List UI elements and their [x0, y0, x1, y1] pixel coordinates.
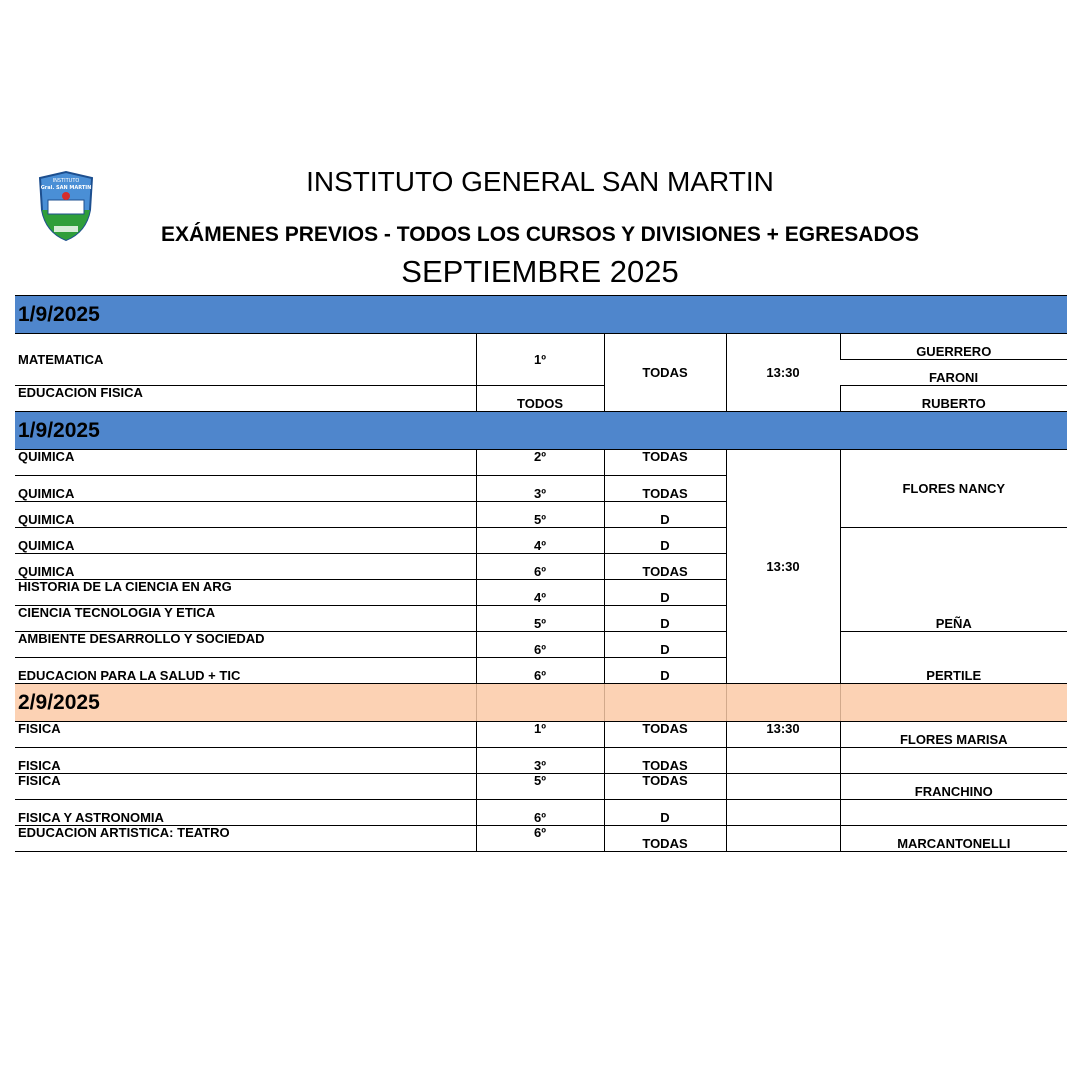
empty-cell	[840, 748, 1067, 774]
course-cell: 6º	[476, 826, 604, 852]
empty-cell	[840, 800, 1067, 826]
table-row	[15, 748, 1067, 774]
course-cell: 1º	[476, 334, 604, 386]
time-cell: 13:30	[726, 722, 840, 748]
course-cell: 6º	[476, 800, 604, 826]
empty-cell	[726, 748, 840, 774]
course-cell: 5º	[476, 606, 604, 632]
division-cell: TODAS	[604, 334, 726, 412]
subject-cell: EDUCACION PARA LA SALUD + TIC	[15, 658, 476, 684]
teacher-cell: FLORES MARISA	[840, 722, 1067, 748]
course-cell: 5º	[476, 502, 604, 528]
division-cell: TODAS	[604, 722, 726, 748]
month-title: SEPTIEMBRE 2025	[401, 254, 679, 289]
table-row	[15, 632, 1067, 658]
course-cell: 1º	[476, 722, 604, 748]
division-cell: TODAS	[604, 476, 726, 502]
teacher-cell: PEÑA	[840, 528, 1067, 632]
teacher-cell: MARCANTONELLI	[840, 826, 1067, 852]
course-cell: 3º	[476, 748, 604, 774]
empty-cell	[840, 684, 1067, 722]
division-cell: D	[604, 528, 726, 554]
teacher-cell: FARONI	[840, 360, 1067, 386]
day-header-date: 1/9/2025	[15, 296, 1067, 334]
time-cell: 13:30	[726, 450, 840, 684]
day-header-date: 2/9/2025	[15, 684, 476, 722]
course-cell: 4º	[476, 580, 604, 606]
subject-cell: QUIMICA	[15, 528, 476, 554]
subject-cell: EDUCACION ARTISTICA: TEATRO	[15, 826, 476, 852]
logo-text-line1: INSTITUTO	[52, 178, 80, 184]
table-row	[15, 800, 1067, 826]
institution-title: INSTITUTO GENERAL SAN MARTIN	[306, 166, 774, 197]
division-cell: TODAS	[604, 748, 726, 774]
table-row	[15, 774, 1067, 800]
division-cell: D	[604, 632, 726, 658]
day-header	[15, 684, 1067, 722]
subject-cell: EDUCACION FISICA	[15, 386, 476, 412]
course-cell: 3º	[476, 476, 604, 502]
subject-cell: FISICA	[15, 774, 476, 800]
empty-cell	[726, 684, 840, 722]
course-cell: 6º	[476, 632, 604, 658]
course-cell: 5º	[476, 774, 604, 800]
day-header-date: 1/9/2025	[15, 412, 1067, 450]
empty-cell	[476, 684, 604, 722]
exam-schedule-table	[15, 295, 1067, 852]
division-cell: D	[604, 606, 726, 632]
teacher-cell: GUERRERO	[840, 334, 1067, 360]
division-cell: TODAS	[604, 826, 726, 852]
subject-cell: QUIMICA	[15, 450, 476, 476]
subject-cell: FISICA	[15, 722, 476, 748]
course-cell: TODOS	[476, 386, 604, 412]
course-cell: 6º	[476, 658, 604, 684]
subject-cell: CIENCIA TECNOLOGIA Y ETICA	[15, 606, 476, 632]
day-header	[15, 412, 1067, 450]
subject-cell: AMBIENTE DESARROLLO Y SOCIEDAD	[15, 632, 476, 658]
exam-subtitle: EXÁMENES PREVIOS - TODOS LOS CURSOS Y DIVISIONES + EGRESADOS	[161, 223, 919, 246]
subject-cell: FISICA Y ASTRONOMIA	[15, 800, 476, 826]
course-cell: 2º	[476, 450, 604, 476]
logo-text-line2: Gral. SAN MARTIN	[40, 185, 92, 191]
table-row	[15, 450, 1067, 476]
teacher-cell: FLORES NANCY	[840, 450, 1067, 528]
table-row	[15, 722, 1067, 748]
division-cell: D	[604, 658, 726, 684]
division-cell: TODAS	[604, 554, 726, 580]
empty-cell	[726, 800, 840, 826]
division-cell: D	[604, 800, 726, 826]
teacher-cell: FRANCHINO	[840, 774, 1067, 800]
table-row	[15, 334, 1067, 360]
empty-cell	[726, 774, 840, 800]
teacher-cell: RUBERTO	[840, 386, 1067, 412]
empty-cell	[726, 826, 840, 852]
table-row	[15, 528, 1067, 554]
table-row	[15, 826, 1067, 852]
subject-cell: MATEMATICA	[15, 334, 476, 386]
subject-cell: QUIMICA	[15, 554, 476, 580]
course-cell: 6º	[476, 554, 604, 580]
division-cell: D	[604, 580, 726, 606]
subject-cell: HISTORIA DE LA CIENCIA EN ARG	[15, 580, 476, 606]
subject-cell: QUIMICA	[15, 476, 476, 502]
division-cell: TODAS	[604, 774, 726, 800]
table-row	[15, 386, 1067, 412]
teacher-cell: PERTILE	[840, 632, 1067, 684]
subject-cell: QUIMICA	[15, 502, 476, 528]
day-header	[15, 296, 1067, 334]
empty-cell	[604, 684, 726, 722]
time-cell: 13:30	[726, 334, 840, 412]
subject-cell: FISICA	[15, 748, 476, 774]
division-cell: TODAS	[604, 450, 726, 476]
course-cell: 4º	[476, 528, 604, 554]
division-cell: D	[604, 502, 726, 528]
